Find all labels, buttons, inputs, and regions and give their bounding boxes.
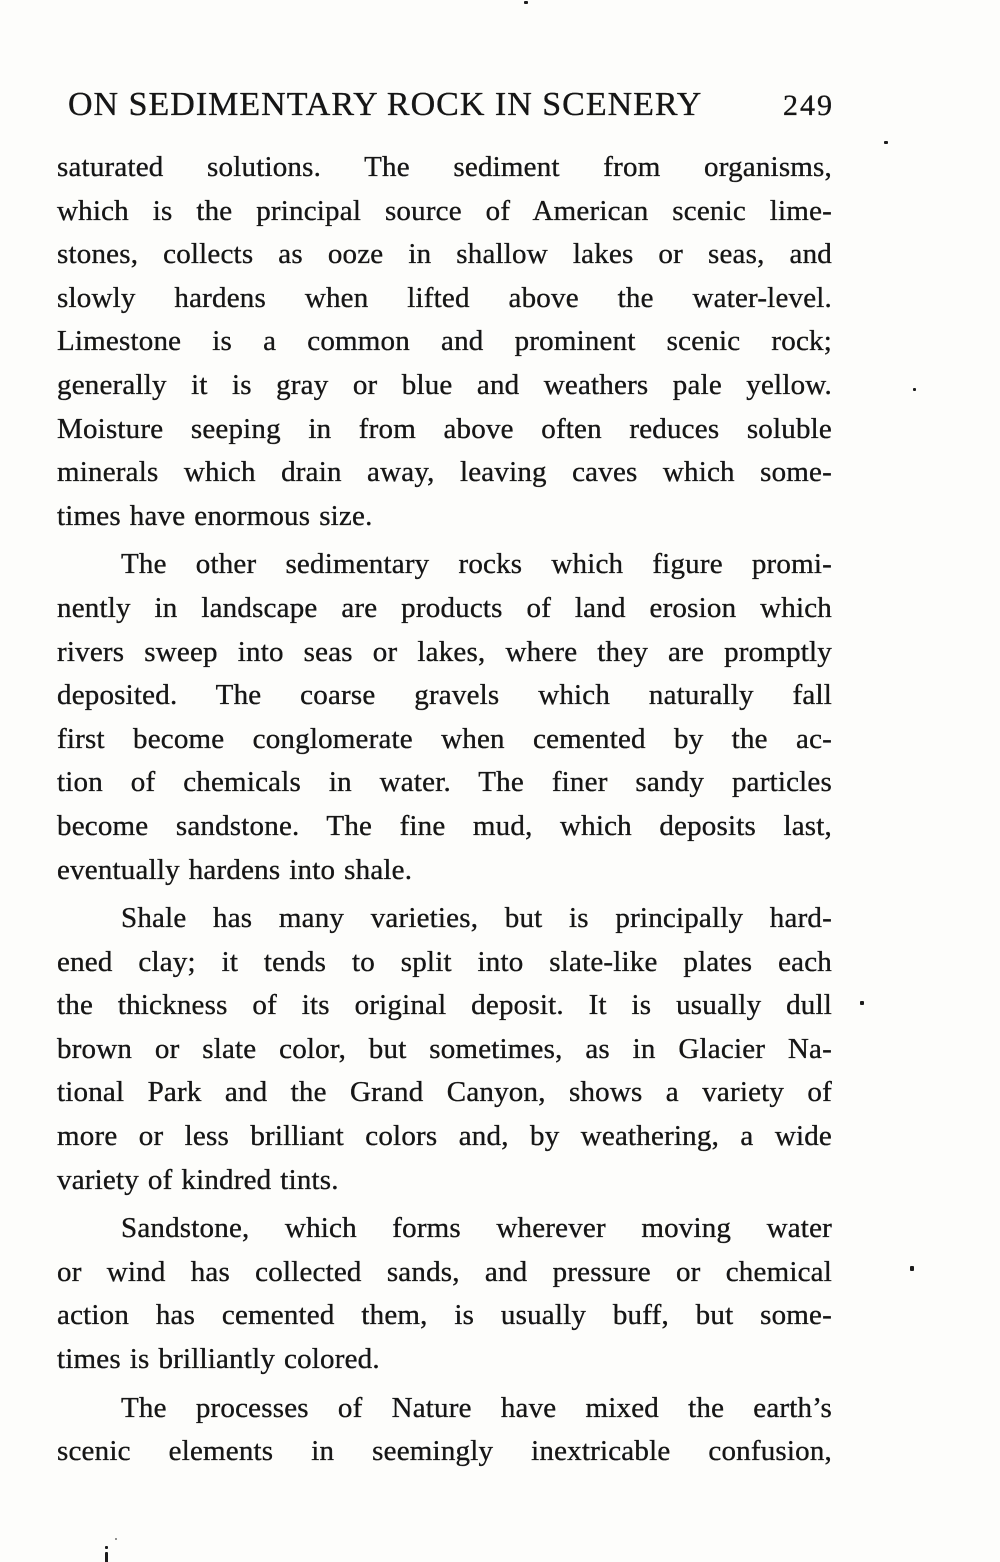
text-line: saturated solutions. The sediment from organisms, [57, 151, 832, 183]
text-line: tion of chemicals in water. The finer sandy particles [57, 766, 832, 799]
text-line: times have enormous size. [57, 499, 373, 532]
text-line: Moisture seeping in from above often reduces soluble [57, 412, 832, 445]
scan-speck [884, 141, 888, 144]
text-line: or wind has collected sands, and pressure or chemical [57, 1255, 832, 1288]
scan-speck [913, 388, 916, 391]
text-line: more or less brilliant colors and, by weathering, a wide [57, 1120, 832, 1153]
text-line: scenic elements in seemingly inextricable confusion, [57, 1435, 832, 1468]
text-line: slowly hardens when lifted above the water-level. [57, 281, 832, 314]
paragraph [57, 1207, 832, 1381]
text-line: eventually hardens into shale. [57, 853, 413, 886]
running-header [58, 86, 834, 124]
page-body [57, 146, 832, 1474]
page-number: 249 [783, 89, 834, 122]
text-line: rivers sweep into seas or lakes, where they are promptly [57, 635, 832, 668]
text-line: tional Park and the Grand Canyon, shows a variety of [57, 1076, 832, 1109]
text-line: action has cemented them, is usually buff, but some- [57, 1299, 832, 1332]
text-line: times is brilliantly colored. [57, 1343, 380, 1376]
paragraph [57, 1387, 832, 1474]
text-line: ened clay; it tends to split into slate-like plates each [57, 945, 832, 978]
paragraph [57, 146, 832, 538]
text-line: generally it is gray or blue and weathers pale yellow. [57, 368, 832, 401]
scan-speck [524, 1, 528, 4]
scan-speck [910, 1266, 914, 1271]
text-line: stones, collects as ooze in shallow lakes or seas, and [57, 238, 832, 271]
scan-artifact-dot [105, 1546, 108, 1549]
header-title: ON SEDIMENTARY ROCK IN SCENERY [68, 86, 703, 123]
text-line: The processes of Nature have mixed the earth’s [121, 1391, 832, 1424]
text-line: minerals which drain away, leaving caves which some- [57, 456, 832, 489]
text-line: the thickness of its original deposit. It is usually dull [57, 989, 832, 1022]
text-line: which is the principal source of American scenic lime- [57, 194, 832, 227]
text-line: The other sedimentary rocks which figure promi- [121, 548, 832, 581]
scan-speck [115, 1538, 117, 1540]
text-line: Limestone is a common and prominent scenic rock; [57, 325, 832, 358]
text-line: Shale has many varieties, but is principally hard- [121, 902, 832, 935]
text-line: deposited. The coarse gravels which naturally fall [57, 679, 832, 712]
text-line: first become conglomerate when cemented by the ac- [57, 722, 832, 755]
text-line: variety of kindred tints. [57, 1163, 339, 1196]
text-line: nently in landscape are products of land erosion which [57, 591, 832, 624]
paragraph [57, 543, 832, 892]
scan-artifact-stem [105, 1552, 108, 1562]
paragraph [57, 897, 832, 1202]
text-line: become sandstone. The fine mud, which deposits last, [57, 809, 832, 842]
text-line: brown or slate color, but sometimes, as in Glacier Na- [57, 1032, 832, 1065]
text-line: Sandstone, which forms wherever moving water [121, 1212, 832, 1245]
scan-speck [860, 1001, 864, 1005]
